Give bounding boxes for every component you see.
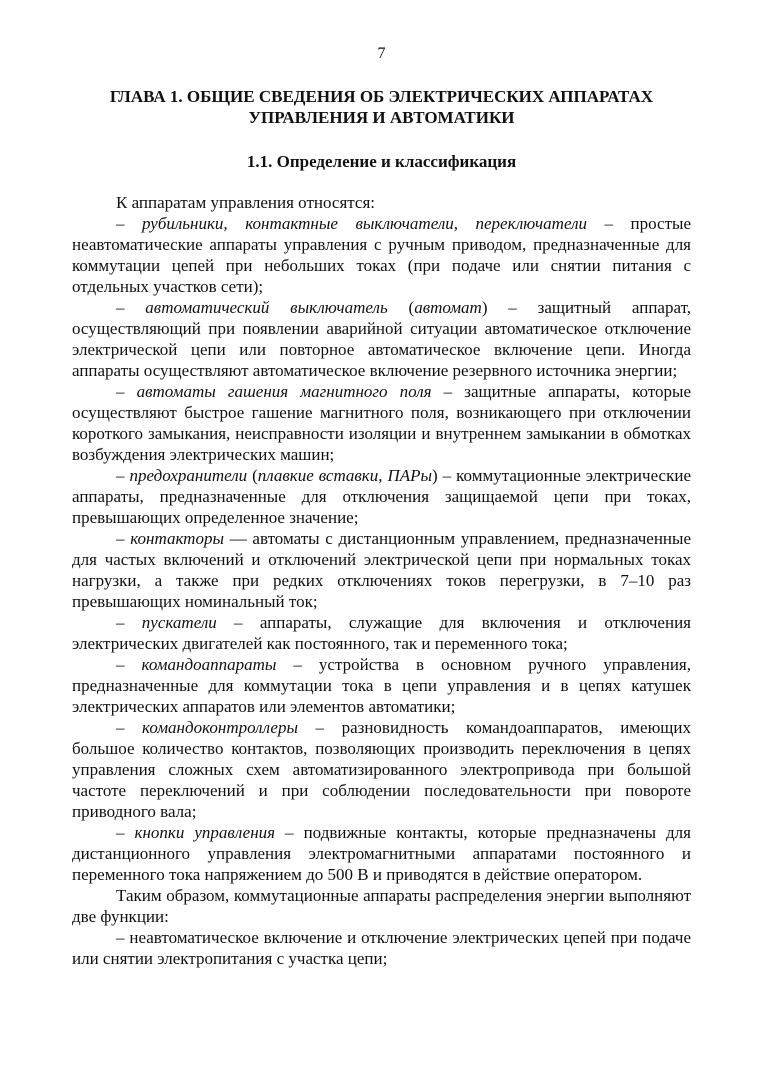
term: – командоконтроллеры [116, 718, 298, 737]
term: – предохранители [116, 466, 248, 485]
description: – простые неавтоматические аппараты управления с ручным приводом, предназначенные для коммутации цепей при небольших токах (при подаче или снятии питания с отдельных участков сети); [72, 214, 691, 296]
list-item [72, 822, 691, 885]
term: – пускатели [116, 613, 217, 632]
list-item [72, 528, 691, 612]
description: – защитные аппараты, которые осуществляют быстрое гашение магнитного поля, возникающего при отключении короткого замыкания, неисправности изоляции и внутреннем замыкании в обмотках возбуждения электрических машин; [72, 382, 691, 464]
list-item [72, 654, 691, 717]
term: – контакторы [116, 529, 224, 548]
list-item: – автоматический выключатель (автомат) – защитный аппарат, осуществляющий при появлении аварийной ситуации автоматическое отключение электрической цепи или повторное автоматическое включение цепи. Иногда аппараты осуществляют автоматическое включение резервного источника энергии; [72, 298, 691, 380]
term-alias: автомат [414, 298, 482, 317]
list-item [72, 213, 691, 297]
list-item [72, 381, 691, 465]
chapter-title [72, 86, 691, 128]
summary-paragraph: Таким образом, коммутационные аппараты распределения энергии выполняют две функции: [72, 886, 691, 926]
term: – рубильники, контактные выключатели, переключатели [116, 214, 587, 233]
function-item: – неавтоматическое включение и отключение электрических цепей при подаче или снятии электропитания с участка цепи; [72, 928, 691, 968]
intro-paragraph: К аппаратам управления относятся: [116, 193, 376, 212]
description: – устройства в основном ручного управления, предназначенные для коммутации тока в цепи управления и в цепях катушек электрических аппаратов или элементов автоматики; [72, 655, 691, 716]
description: — автоматы с дистанционным управлением, предназначенные для частых включений и отключений электрической цепи при нормальных токах нагрузки, а также при редких отключениях токов перегрузки, в 7–10 раз превышающих номинальный ток; [72, 529, 691, 611]
page-number: 7 [377, 45, 386, 62]
chapter-title-line1: ГЛАВА 1. ОБЩИЕ СВЕДЕНИЯ ОБ ЭЛЕКТРИЧЕСКИХ АППАРАТАХ [109, 87, 654, 106]
description: ) – защитный аппарат, осуществляющий при появлении аварийной ситуации автоматическое отключение электрической цепи или повторное автоматическое включение цепи. Иногда аппараты осуществляют автоматическое включение резервного источника энергии; [72, 298, 691, 380]
term-alias: плавкие вставки, ПАРы [257, 466, 433, 485]
list-item [72, 612, 691, 654]
chapter-title-line2: УПРАВЛЕНИЯ И АВТОМАТИКИ [248, 108, 515, 127]
list-item: – предохранители (плавкие вставки, ПАРы) – коммутационные электрические аппараты, предназначенные для отключения защищаемой цепи при токах, превышающих определенное значение; [72, 466, 691, 527]
term: – автоматы гашения магнитного поля [116, 382, 432, 401]
body-text [72, 192, 691, 969]
description: ) – коммутационные электрические аппараты, предназначенные для отключения защищаемой цепи при токах, превышающих определенное значение; [72, 466, 691, 527]
term: – автоматический выключатель [116, 298, 388, 317]
description: – разновидность командоаппаратов, имеющих большое количество контактов, позволяющих производить переключения в цепях управления сложных схем автоматизированного электропривода при большой частоте переключений и при соблюдении последовательности при повороте приводного вала; [72, 718, 691, 821]
section-title: 1.1. Определение и классификация [246, 152, 517, 171]
description: – подвижные контакты, которые предназначены для дистанционного управления электромагнитными аппаратами постоянного и переменного тока напряжением до 500 В и приводятся в действие оператором. [72, 823, 691, 884]
list-item [72, 717, 691, 822]
term: – кнопки управления [116, 823, 276, 842]
description: – аппараты, служащие для включения и отключения электрических двигателей как постоянного, так и переменного тока; [72, 613, 691, 653]
term: – командоаппараты [116, 655, 277, 674]
